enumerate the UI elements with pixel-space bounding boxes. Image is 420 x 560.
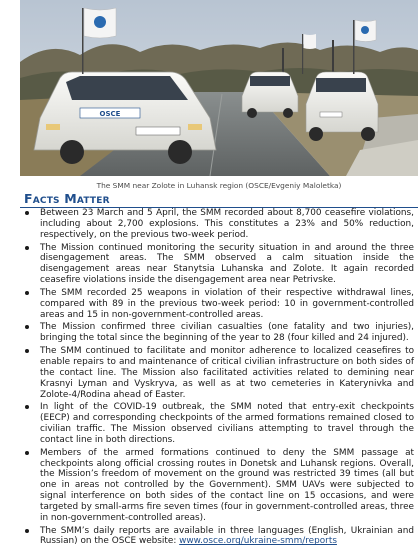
bullet-icon bbox=[25, 405, 29, 409]
bullet-icon bbox=[25, 349, 29, 353]
section-heading: Facts Matter bbox=[24, 191, 110, 206]
bullet-icon bbox=[25, 529, 29, 533]
photo-illustration bbox=[20, 0, 418, 176]
list-item bbox=[0, 322, 420, 344]
list-item bbox=[0, 346, 420, 400]
bullet-icon bbox=[25, 211, 29, 215]
list-item-text bbox=[40, 526, 414, 548]
list-item bbox=[0, 448, 420, 524]
bullet-icon bbox=[25, 246, 29, 250]
bullet-icon bbox=[25, 325, 29, 329]
reports-text: The SMM’s daily reports are available in three languages (English, Ukrainian and Russian) on the OSCE website: bbox=[40, 525, 414, 547]
monitoring-photo bbox=[20, 0, 418, 176]
list-item-text: Between 23 March and 5 April, the SMM recorded about 8,700 ceasefire violations, including about 2,700 explosions. This constitutes a 23% and 50% reduction, respectively, on the previous two-week period. bbox=[40, 208, 414, 240]
list-item-text: The Mission continued monitoring the security situation in and around the three disengagement areas. The SMM observed a calm situation inside the disengagement areas near Stanytsia Luhanska and Zolote. It again recorded ceasefire violations inside the disengagement area near Petrivske. bbox=[40, 242, 414, 286]
list-item bbox=[0, 288, 420, 321]
list-item bbox=[0, 526, 420, 548]
list-item bbox=[0, 208, 420, 241]
reports-link[interactable]: www.osce.org/ukraine-smm/reports bbox=[179, 536, 337, 547]
list-item-text: The SMM recorded 25 weapons in violation of their respective withdrawal lines, compared with 89 in the previous two-week period: 10 in government-controlled areas and 15 in non-government-controlled areas. bbox=[40, 287, 414, 320]
list-item bbox=[0, 243, 420, 286]
vehicle-icon bbox=[242, 72, 298, 118]
list-item-text: In light of the COVID-19 outbreak, the SMM noted that entry-exit checkpoints (EECP) and corresponding checkpoints of the armed formations remained closed to civilian traffic. The Mission observed civilians attempting to travel through the contact line in both directions. bbox=[40, 402, 414, 445]
facts-list bbox=[0, 208, 420, 549]
svg-text:OSCE: OSCE bbox=[99, 110, 121, 118]
bullet-icon bbox=[25, 291, 29, 295]
photo-caption: The SMM near Zolote in Luhansk region (OSCE/Evgeniy Maloletka) bbox=[96, 181, 342, 190]
list-item-text: The Mission confirmed three civilian casualties (one fatality and two injuries), bringing the total since the beginning of the year to 28 (four killed and 24 injured). bbox=[40, 322, 414, 344]
list-item-text: The SMM continued to facilitate and monitor adherence to localized ceasefires to enable repairs to and maintenance of critical civilian infrastructure on both sides of the contact line. The Mission also facilitated activities related to demining near Krasnyi Lyman and Vyskryva, as well as at two cemeteries in Katerynivka and Zolote-4/Rodina ahead of Easter. bbox=[40, 346, 414, 400]
bullet-icon bbox=[25, 451, 29, 455]
list-item bbox=[0, 402, 420, 445]
list-item-text: Members of the armed formations continued to deny the SMM passage at checkpoints along official crossing routes in Donetsk and Luhansk regions. Overall, the Mission’s freedom of movement on the ground was restricted 39 times (all but one in areas not controlled by the Government). SMM UAVs were subjected to signal interference on both sides of the contact line on 15 occasions, and were targeted by small-arms fire seven times (four in government-controlled areas, three in non-government-controlled areas). bbox=[40, 447, 414, 523]
